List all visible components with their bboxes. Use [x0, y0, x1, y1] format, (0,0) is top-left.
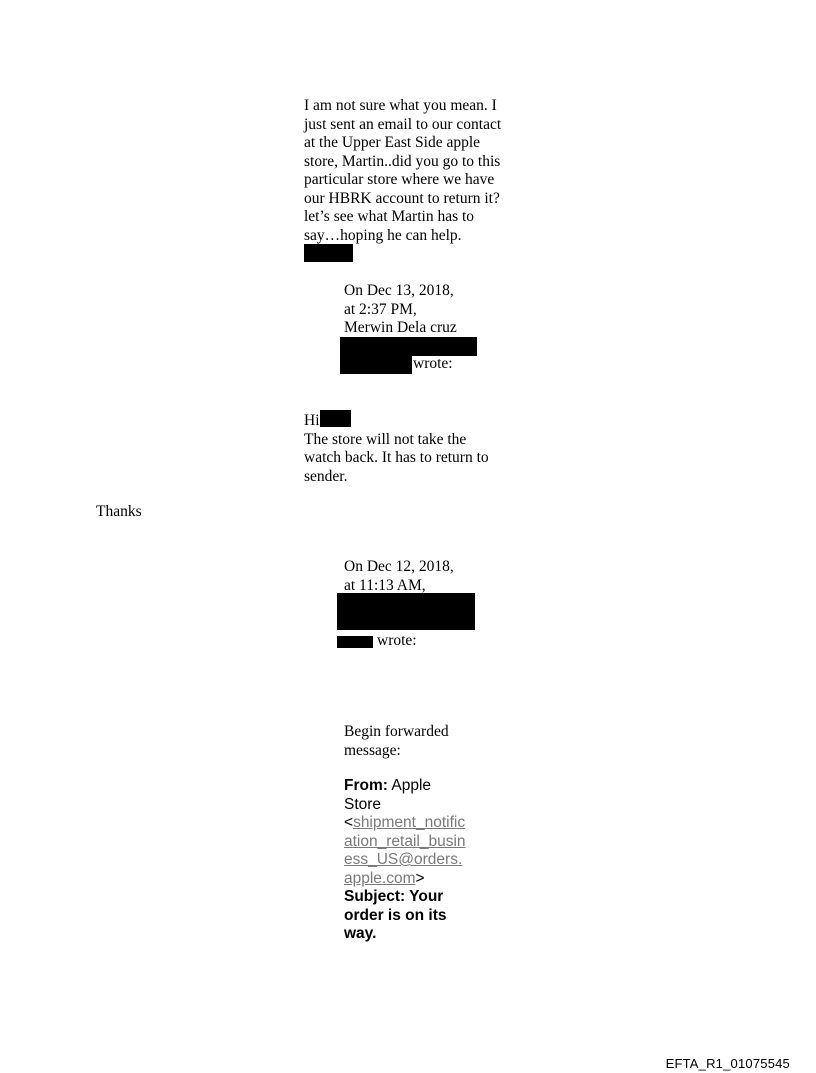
reply-line: say…hoping he can help. [304, 226, 462, 244]
quote-date-line: On Dec 13, 2018, [344, 282, 454, 299]
redaction-box [337, 636, 373, 648]
greeting-text: Hi [304, 412, 320, 429]
email-bracket-open: < [344, 814, 354, 831]
quote-header-2 [344, 558, 524, 595]
redaction-box [340, 355, 412, 374]
message-line: sender. [304, 467, 348, 485]
from-email-line [344, 814, 524, 833]
from-name: Apple [391, 777, 432, 794]
greeting-line [304, 410, 544, 431]
redaction-box [340, 337, 477, 356]
from-email-line [344, 851, 524, 870]
reply-line: our HBRK account to return it? [304, 189, 500, 207]
from-email-link[interactable]: ess_US@orders. [344, 851, 463, 868]
from-email-link[interactable]: ation_retail_busin [344, 832, 466, 850]
redaction-box [337, 593, 475, 630]
redaction-box [320, 410, 351, 427]
from-email-line [344, 833, 524, 852]
reply-line: particular store where we have [304, 171, 495, 188]
reply-line: let’s see what Martin has to [304, 208, 475, 225]
quote-header-1 [344, 282, 524, 338]
subject-line: order is on its [344, 906, 447, 924]
from-email-line [344, 870, 524, 889]
forwarded-intro-line: message: [344, 741, 401, 759]
from-email-link[interactable]: shipment_notific [353, 814, 466, 831]
quote-time-line: at 2:37 PM, [344, 300, 417, 318]
from-label: From: [344, 777, 388, 794]
quote-wrote-label: wrote: [377, 632, 417, 649]
forwarded-intro [344, 723, 524, 760]
from-name-line: Store [344, 795, 382, 813]
quote-sender-line: Merwin Dela cruz [344, 319, 457, 336]
thanks-text: Thanks [96, 503, 142, 520]
reply-line: just sent an email to our contact [304, 115, 502, 133]
message-line: The store will not take the [304, 430, 467, 448]
subject-line: way. [344, 925, 377, 942]
reply-line: I am not sure what you mean. I [304, 97, 497, 114]
merwin-message [304, 410, 544, 486]
redaction-box [304, 244, 353, 262]
reply-line: store, Martin..did you go to this [304, 152, 501, 170]
forwarded-headers [344, 777, 524, 944]
quote-time-line: at 11:13 AM, [344, 576, 426, 594]
email-bracket-close: > [415, 869, 425, 887]
from-line [344, 777, 524, 796]
quote-wrote-label: wrote: [413, 355, 453, 372]
reply-message [304, 97, 544, 245]
subject-line: Subject: Your [344, 888, 444, 905]
reply-line: at the Upper East Side apple [304, 134, 481, 151]
from-email-link[interactable]: apple.com [344, 869, 416, 887]
message-line: watch back. It has to return to [304, 449, 489, 466]
quote-date-line: On Dec 12, 2018, [344, 558, 454, 575]
forwarded-intro-line: Begin forwarded [344, 723, 449, 740]
document-id: EFTA_R1_01075545 [665, 1056, 790, 1071]
